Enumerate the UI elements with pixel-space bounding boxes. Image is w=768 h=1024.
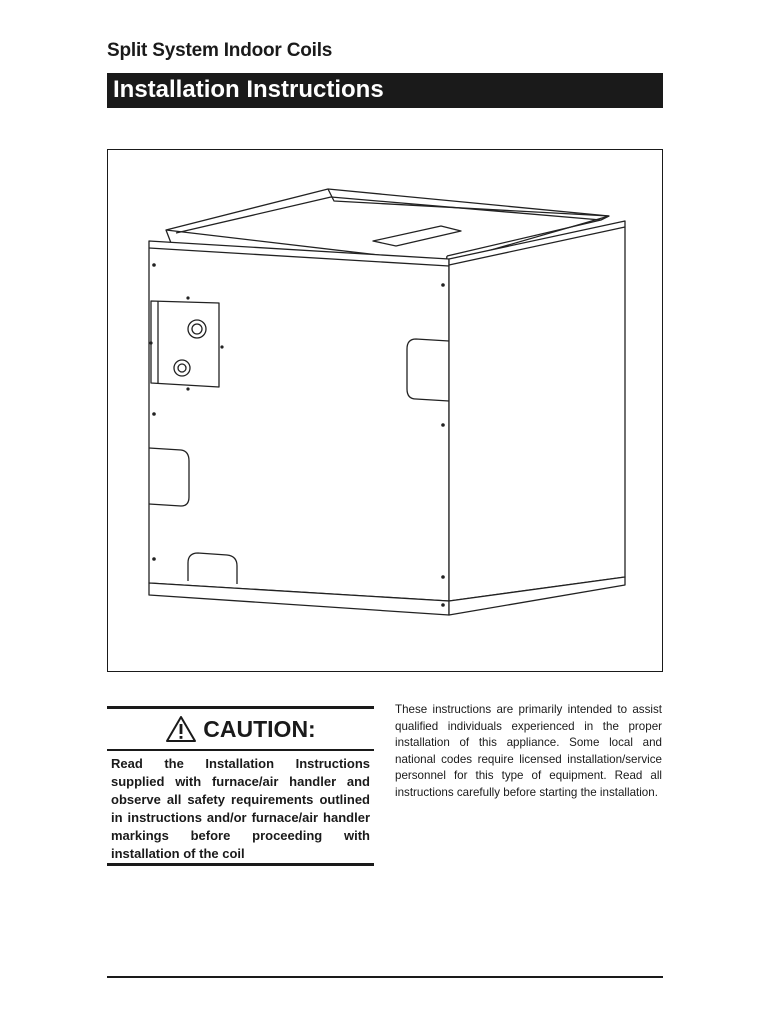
footer-divider xyxy=(107,976,663,978)
coil-cabinet-figure xyxy=(107,149,663,672)
caution-box xyxy=(107,706,374,866)
document-title: Installation Instructions xyxy=(107,73,663,108)
caution-text: Read the Installation Instructions supplied with furnace/air handler and observe all safety requirements outlined in instructions and/or furnace/air handler markings before proceeding with installation of the coil xyxy=(111,756,370,861)
caution-label: CAUTION: xyxy=(203,715,316,742)
document-subtitle: Split System Indoor Coils xyxy=(107,40,333,61)
warning-triangle-icon xyxy=(165,715,197,743)
indoor-coil-cabinet-illustration xyxy=(108,150,661,670)
intro-paragraph: These instructions are primarily intended to assist qualified individuals experienced in the proper installation of this appliance. Some local and national codes require licensed installation/service personnel for this type of equipment. Read all instructions carefully before starting the installation. xyxy=(395,703,662,799)
caution-header xyxy=(107,709,374,751)
